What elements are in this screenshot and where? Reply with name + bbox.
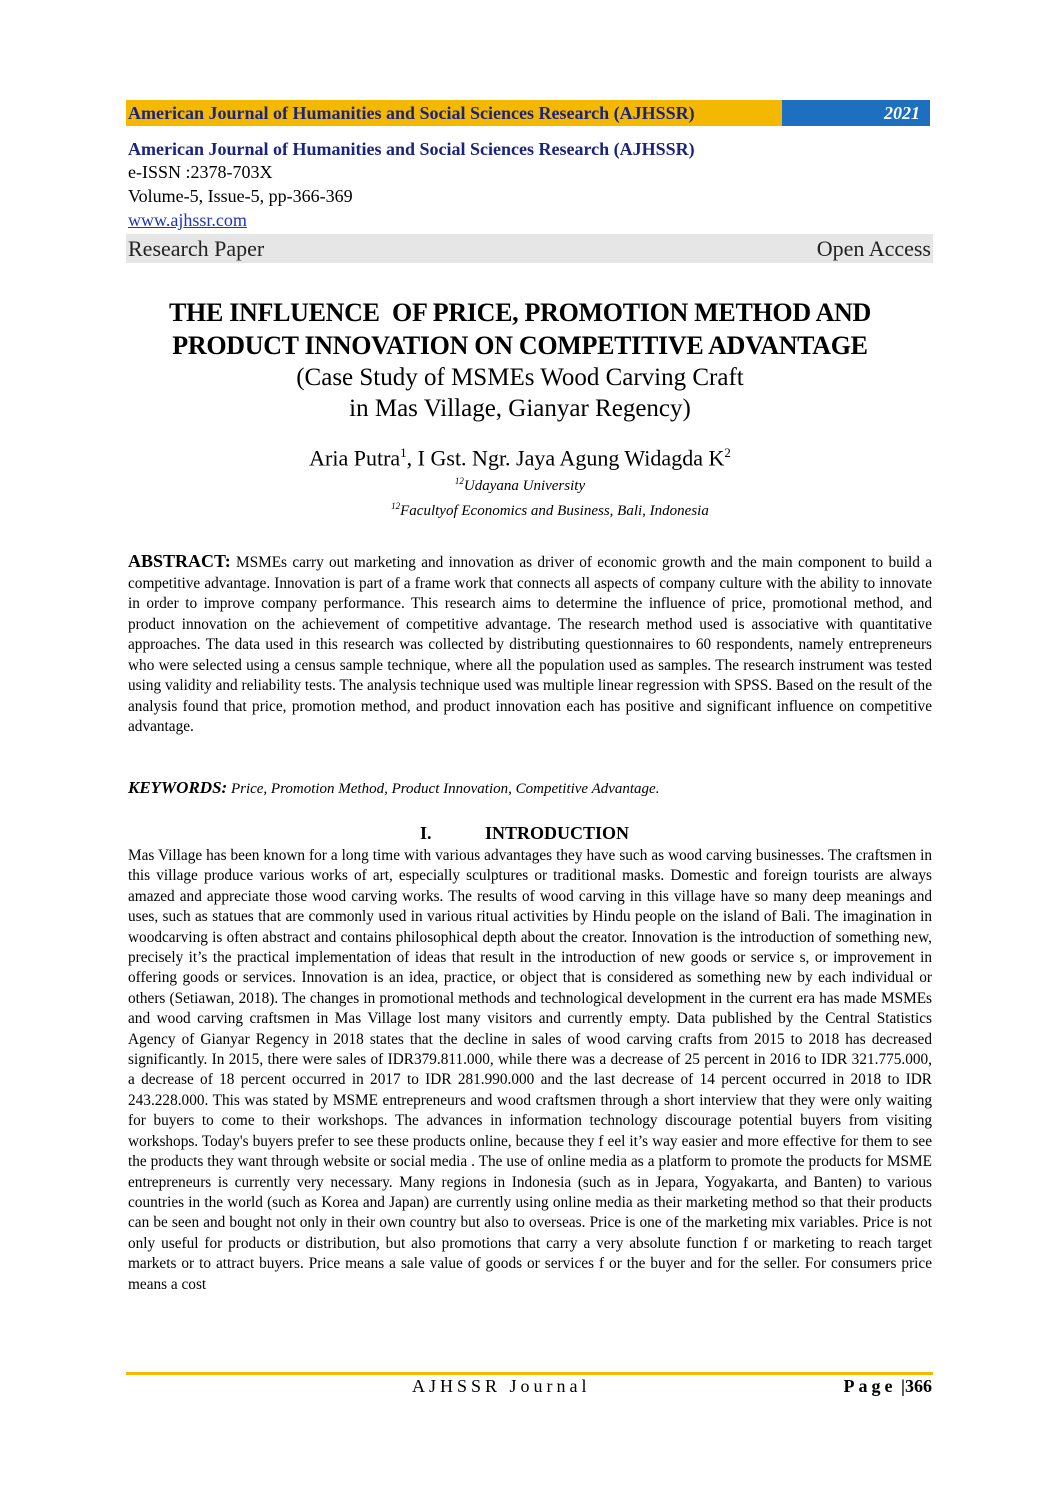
footer-journal: AJHSSR Journal bbox=[412, 1376, 591, 1396]
header-year: 2021 bbox=[782, 100, 930, 126]
footer-page-label: Page bbox=[843, 1376, 897, 1396]
section-title: INTRODUCTION bbox=[485, 823, 630, 843]
title-line-2: PRODUCT INNOVATION ON COMPETITIVE ADVANTAGE bbox=[172, 331, 868, 360]
journal-meta bbox=[128, 138, 933, 232]
footer-page-separator: | bbox=[901, 1376, 905, 1396]
affiliation-2-text: Facultyof Economics and Business, Bali, Indonesia bbox=[400, 503, 709, 520]
issn: e-ISSN :2378-703X bbox=[128, 162, 273, 182]
abstract bbox=[128, 551, 932, 738]
section-number: I. bbox=[420, 823, 432, 843]
affiliation-2-sup: 12 bbox=[391, 501, 401, 512]
authors bbox=[100, 440, 940, 471]
affiliation-1 bbox=[100, 471, 940, 496]
author-1-sup: 1 bbox=[400, 445, 407, 460]
journal-header-bar bbox=[126, 100, 930, 126]
footer-page-number: 366 bbox=[905, 1376, 932, 1396]
footer-page bbox=[844, 1376, 932, 1397]
author-2: , I Gst. Ngr. Jaya Agung Widagda K bbox=[406, 445, 725, 471]
paper-type-bar bbox=[126, 234, 933, 263]
access-type: Open Access bbox=[816, 235, 931, 261]
affiliation-1-text: Udayana University bbox=[463, 478, 586, 495]
keywords-text: Price, Promotion Method, Product Innovation, Competitive Advantage. bbox=[230, 781, 660, 797]
subtitle-line-1: (Case Study of MSMEs Wood Carving Craft bbox=[296, 364, 744, 391]
paper-type: Research Paper bbox=[128, 235, 265, 261]
keywords-label: KEYWORDS: bbox=[128, 778, 228, 797]
introduction-text: Mas Village has been known for a long time with various advantages they have such as wood carving businesses. The craftsmen in this village produce various works of art, especially sculptures or traditional masks. Domestic and foreign tourists are always amazed and appreciate those wood carving works. The results of wood carving in this village have so many deep meanings and uses, such as statues that are commonly used in various ritual activities by Hindu people on the island of Bali. The imagination in woodcarving is often abstract and contains philosophical depth about the creator. Innovation is the introduction of something new, precisely it’s the practical implementation of ideas that result in the introduction of new goods or service s, or improvement in offering goods or services. Innovation is an idea, practice, or object that is considered as something new by each individual or others (Setiawan, 2018). The changes in promotional methods and technological development in the current era has made MSMEs and wood carving craftsmen in Mas Village lost many visitors and currently empty. Data published by the Central Statistics Agency of Gianyar Regency in 2018 states that the decline in sales of wood carving crafts from 2015 to 2018 has decreased significantly. In 2015, there were sales of IDR379.811.000, while there was a decrease of 25 percent in 2016 to IDR 321.775.000, a decrease of 18 percent occurred in 2017 to IDR 281.990.000 and the last decrease of 14 percent occurred in 2018 to IDR 243.228.000. This was stated by MSME entrepreneurs and wood craftsmen through a short interview that they were only waiting for buyers to come to their workshops. The advances in information technology discourage potential buyers from visiting workshops. Today's buyers prefer to see these products online, because they f eel it’s way easier and more effective for them to see the products they want through website or social media . The use of online media as a platform to promote the products for MSME entrepreneurs is currently very necessary. Many regions in Indonesia (such as in Jepara, Yogyakarta, and Banten) to various countries in the world (such as Korea and Japan) are currently using online media as their marketing method so that their products can be seen and bought not only in their own country but also to overseas. Price is one of the marketing mix variables. Price is not only useful for products or distribution, but also promotions that carry a very absolute function f or marketing to reach target markets or to attract buyers. Price means a sale value of goods or services f or the buyer and for the seller. For consumers price means a cost bbox=[128, 847, 932, 1293]
section-heading bbox=[128, 823, 932, 845]
title-block bbox=[100, 296, 940, 521]
website-link[interactable]: www.ajhssr.com bbox=[128, 210, 247, 230]
footer-rule bbox=[126, 1372, 933, 1375]
affiliation-2 bbox=[100, 496, 940, 521]
subtitle-line-2: in Mas Village, Gianyar Regency) bbox=[349, 395, 691, 422]
title-line-1: THE INFLUENCE OF PRICE, PROMOTION METHOD AND bbox=[168, 298, 872, 327]
abstract-text: MSMEs carry out marketing and innovation as driver of economic growth and the main component to build a competitive advantage. Innovation is part of a frame work that connects all aspects of company culture with the ability to innovate in order to improve company performance. This research aims to determine the influence of price, promotional method, and product innovation on the achievement of competitive advantage. The research method used is associative with quantitative approaches. The data used in this research was collected by distributing questionnaires to 60 respondents, namely entrepreneurs who were selected using a census sample technique, where all the population used as samples. The research instrument was tested using validity and reliability tests. The analysis technique used was multiple linear regression with SPSS. Based on the result of the analysis found that price, promotion method, and product innovation each has positive and significant influence on competitive advantage. bbox=[128, 554, 932, 735]
header-journal-name: American Journal of Humanities and Social Sciences Research (AJHSSR) bbox=[126, 100, 782, 126]
keywords bbox=[128, 778, 932, 799]
abstract-label: ABSTRACT: bbox=[128, 551, 231, 571]
affiliation-1-sup: 12 bbox=[454, 476, 464, 487]
author-1: Aria Putra bbox=[309, 445, 401, 471]
volume-issue: Volume-5, Issue-5, pp-366-369 bbox=[128, 186, 353, 206]
author-2-sup: 2 bbox=[724, 445, 731, 460]
meta-journal-name: American Journal of Humanities and Social Sciences Research (AJHSSR) bbox=[128, 139, 695, 159]
